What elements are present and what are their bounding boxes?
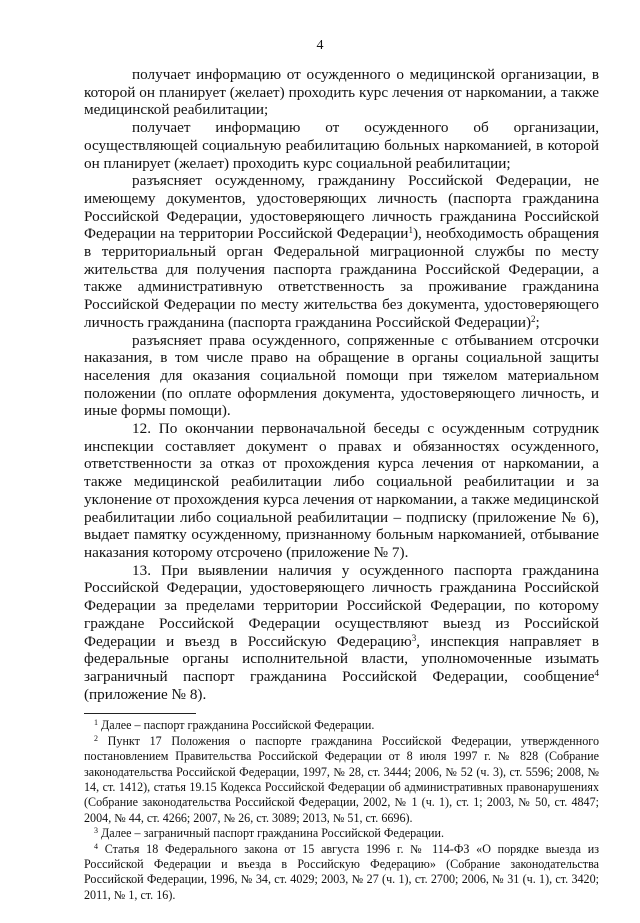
- footnote-text: Статья 18 Федерального закона от 15 августа 1996 г. № 114-ФЗ «О порядке выезда из Российской Федерации и въезда в Российскую Федерацию» (Собрание законодательства Российской Федерации, 1996, № 34, ст. 4029; 2003, № 27 (ч. 1), ст. 2700; 2006, № 31 (ч. 1), ст. 3420; 2011, № 1, ст. 16).: [84, 841, 599, 902]
- footnote-text: Пункт 17 Положения о паспорте гражданина Российской Федерации, утвержденного постановлением Правительства Российской Федерации от 8 июля 1997 г. № 828 (Собрание законодательства Российской Федерации, 1997, № 28, ст. 3444; 2006, № 52 (ч. 3), ст. 5596; 2008, № 14, ст. 1412), статья 19.15 Кодекса Российской Федерации об административных правонарушениях (Собрание законодательства Российской Федерации, 2002, № 1 (ч. 1), ст. 1; 2003, № 50, ст. 4847; 2004, № 44, ст. 4266; 2007, № 26, ст. 3089; 2013, № 51, ст. 6696).: [84, 733, 599, 825]
- paragraph: получает информацию от осужденного о медицинской организации, в которой он планирует (желает) проходить курс лечения от наркомании, а также медицинской реабилитации;: [84, 66, 599, 119]
- paragraph: получает информацию от осужденного об организации, осуществляющей социальную реабилитацию больных наркоманией, в которой он планирует (желает) проходить курс социальной реабилитации;: [84, 119, 599, 172]
- footnote: [84, 842, 599, 904]
- paragraph-text: (приложение № 8).: [84, 685, 207, 703]
- paragraph-text: 13. При выявлении наличия у осужденного паспорта гражданина Российской Федерации, удостоверяющего личность гражданина Российской Федерации за пределами территории Российской Федерации, по которому граждане Российской Федерации осуществляют выезд из Российской Федерации и въезд в Российскую Федерацию: [84, 561, 599, 650]
- footnote: [84, 734, 599, 826]
- paragraph-text: ;: [535, 313, 540, 331]
- footnote: [84, 826, 599, 841]
- paragraph: [84, 562, 599, 704]
- footnotes: [84, 718, 599, 903]
- footnote-text: Далее – заграничный паспорт гражданина Российской Федерации.: [98, 826, 444, 841]
- footnote-separator: [84, 713, 196, 714]
- footnote-mark: 3: [94, 826, 98, 836]
- paragraph-text: разъясняет осужденному, гражданину Российской Федерации, не имеющему документов, удостоверяющих личность (паспорта гражданина Российской Федерации, удостоверяющего личность гражданина Российской Федерации на территории Российской Федерации: [84, 172, 599, 243]
- page-number: 4: [316, 38, 324, 53]
- paragraph: разъясняет права осужденного, сопряженные с отбыванием отсрочки наказания, в том числе право на обращение в органы социальной защиты населения для оказания социальной помощи при тяжелом материальном положении (по оплате оформления документа, удостоверяющего личность, и иные формы помощи).: [84, 331, 599, 420]
- footnote-text: Далее – паспорт гражданина Российской Федерации.: [98, 718, 375, 733]
- footnote-mark: 4: [94, 841, 98, 851]
- footnote: [84, 718, 599, 733]
- footnote-ref[interactable]: 4: [594, 667, 599, 678]
- paragraph-text: , инспекция направляет в федеральные органы исполнительной власти, уполномоченные изымать заграничный паспорт гражданина Российской Федерации, сообщение: [84, 632, 599, 685]
- footnote-ref[interactable]: 2: [531, 313, 536, 324]
- footnote-mark: 2: [94, 733, 98, 743]
- footnote-ref[interactable]: 3: [411, 632, 417, 643]
- paragraph: 12. По окончании первоначальной беседы с осужденным сотрудник инспекции составляет документ о правах и обязанностях осужденного, ответственности за отказ от прохождения курса лечения от наркомании, а также медицинской реабилитации либо социальной реабилитации и за уклонение от прохождения курса лечения от наркомании, а также медицинской реабилитации либо социальной реабилитации – подписку (приложение № 6), выдает памятку осужденному, признанному больным наркоманией, отбывание наказания которому отсрочено (приложение № 7).: [84, 420, 599, 561]
- document-body: [84, 66, 599, 703]
- paragraph-text: ), необходимость обращения в территориальный орган Федеральной миграционной службы по месту жительства для получения паспорта гражданина Российской Федерации, а также административную ответственность за проживание гражданина Российской Федерации по месту жительства без документа, удостоверяющего личность гражданина (паспорта гражданина Российской Федерации): [84, 225, 599, 331]
- paragraph: [84, 172, 599, 331]
- footnote-mark: 1: [94, 718, 98, 728]
- footnote-ref[interactable]: 1: [408, 225, 413, 236]
